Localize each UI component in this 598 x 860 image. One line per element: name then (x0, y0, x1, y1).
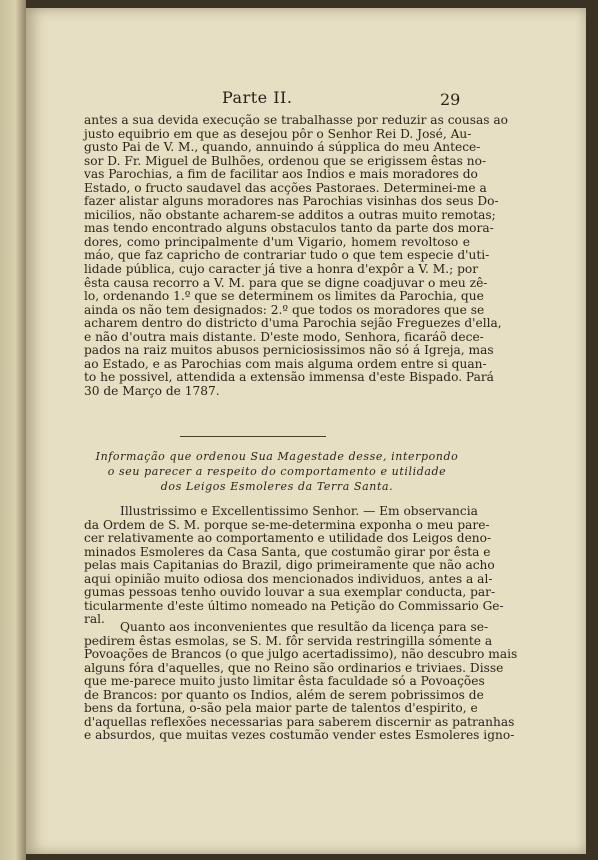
text-line: ainda os não tem designados: 2.º que todos os moradores que se (84, 302, 485, 317)
text-line: Quanto aos inconvenientes que resultão da licença para se- (120, 620, 489, 634)
text-line: cer relativamente ao comportamento e utilidade dos Leigos deno- (84, 531, 492, 546)
text-line: 30 de Março de 1787. (84, 383, 220, 398)
text-line: Illustrissimo e Excellentissimo Senhor. — Em observancia (120, 504, 478, 518)
text-line: gumas pessoas tenho ouvido louvar a sua exemplar conducta, par- (84, 585, 496, 600)
paragraph-3 (84, 620, 518, 743)
text-line: e não d'outra mais distante. D'este modo, Senhora, ficaráõ dece- (84, 329, 484, 344)
text-line: vas Parochias, a fim de facilitar aos Indios e mais moradores do (84, 167, 478, 182)
text-line: Povoações de Brancos (o que julgo acertadissimo), não descubro mais (84, 647, 518, 662)
text-line: que me-parece muito justo limitar êsta faculdade só a Povoações (84, 674, 485, 689)
text-line: êsta causa recorro a V. M. para que se digne coadjuvar o meu zê- (84, 275, 488, 290)
text-line: dores, como principalmente d'um Vigario, homem revoltoso e (84, 234, 470, 249)
text-line: micilios, não obstante acharem-se additos a outras muito remotas; (84, 207, 496, 222)
page-number: 29 (440, 90, 461, 109)
text-line: ticularmente d'este último nomeado na Petição do Commissario Ge- (84, 598, 504, 613)
text-line: d'aquellas reflexões necessarias para saberem discernir as patranhas (84, 714, 515, 729)
text-line: alguns fóra d'aquelles, que no Reino são ordinarios e triviaes. Disse (84, 660, 504, 675)
title-line: o seu parecer a respeito do comportamento e utilidade (107, 465, 447, 478)
text-line: lo, ordenando 1.º que se determinem os limites da Parochia, que (84, 289, 484, 304)
text-line: fazer alistar alguns moradores nas Parochias visinhas dos seus Do- (84, 194, 499, 209)
text-line: gusto Pai de V. M., quando, annuindo á súpplica do meu Antece- (84, 140, 481, 155)
text-line: de Brancos: por quanto os Indios, além de serem pobrissimos de (84, 687, 484, 702)
text-line: bens da fortuna, o-são pela maior parte de talentos d'espirito, e (84, 701, 478, 716)
text-line: pelas mais Capitanias do Brazil, digo primeiramente que não acho (84, 558, 495, 573)
text-line: ral. (84, 612, 105, 627)
text-line: sor D. Fr. Miguel de Bulhões, ordenou que se erigissem êstas no- (84, 153, 487, 168)
paragraph-1 (84, 113, 508, 398)
text-line: acharem dentro do districto d'uma Parochia sejão Freguezes d'ella, (84, 316, 502, 331)
text-line: e absurdos, que muitas vezes costumão vender estes Esmoleres igno- (84, 728, 515, 743)
text-line: da Ordem de S. M. porque se-me-determina exponha o meu pare- (84, 517, 490, 532)
page-header (26, 86, 586, 110)
text-line: pedirem êstas esmolas, se S. M. fôr servida restringilla sómente a (84, 633, 493, 648)
text-line: pados na raiz muitos abusos perniciosissimos não só á Igreja, mas (84, 343, 494, 358)
text-line: aqui opinião muito odiosa dos mencionados individuos, antes a al- (84, 571, 493, 586)
text-line: Estado, o fructo saudavel das acções Pastoraes. Determinei-me a (84, 180, 487, 195)
text-line: to he possivel, attendida a extensão immensa d'este Bispado. Pará (84, 370, 494, 385)
text-line: antes a sua devida execução se trabalhasse por reduzir as cousas ao (84, 113, 508, 127)
book-page (26, 8, 586, 854)
text-line: mas tendo encontrado alguns obstaculos tanto da parte dos mora- (84, 221, 494, 236)
running-head: Parte II. (222, 88, 293, 107)
text-line: máo, que faz capricho de contrariar tudo o que tem especie d'uti- (84, 248, 490, 263)
text-line: lidade pública, cujo caracter já tive a honra d'expôr a V. M.; por (84, 262, 479, 277)
title-line: dos Leigos Esmoleres da Terra Santa. (160, 480, 394, 493)
text-line: ao Estado, e as Parochias com mais alguma ordem entre si quan- (84, 356, 487, 371)
section-divider (180, 436, 326, 437)
text-line: minados Esmoleres da Casa Santa, que costumão girar por êsta e (84, 544, 491, 559)
facing-page-edge (0, 0, 26, 860)
title-line: Informação que ordenou Sua Magestade desse, interpondo (95, 450, 459, 463)
text-line: justo equibrio em que as desejou pôr o Senhor Rei D. José, Au- (84, 126, 472, 141)
section-title (84, 449, 470, 494)
